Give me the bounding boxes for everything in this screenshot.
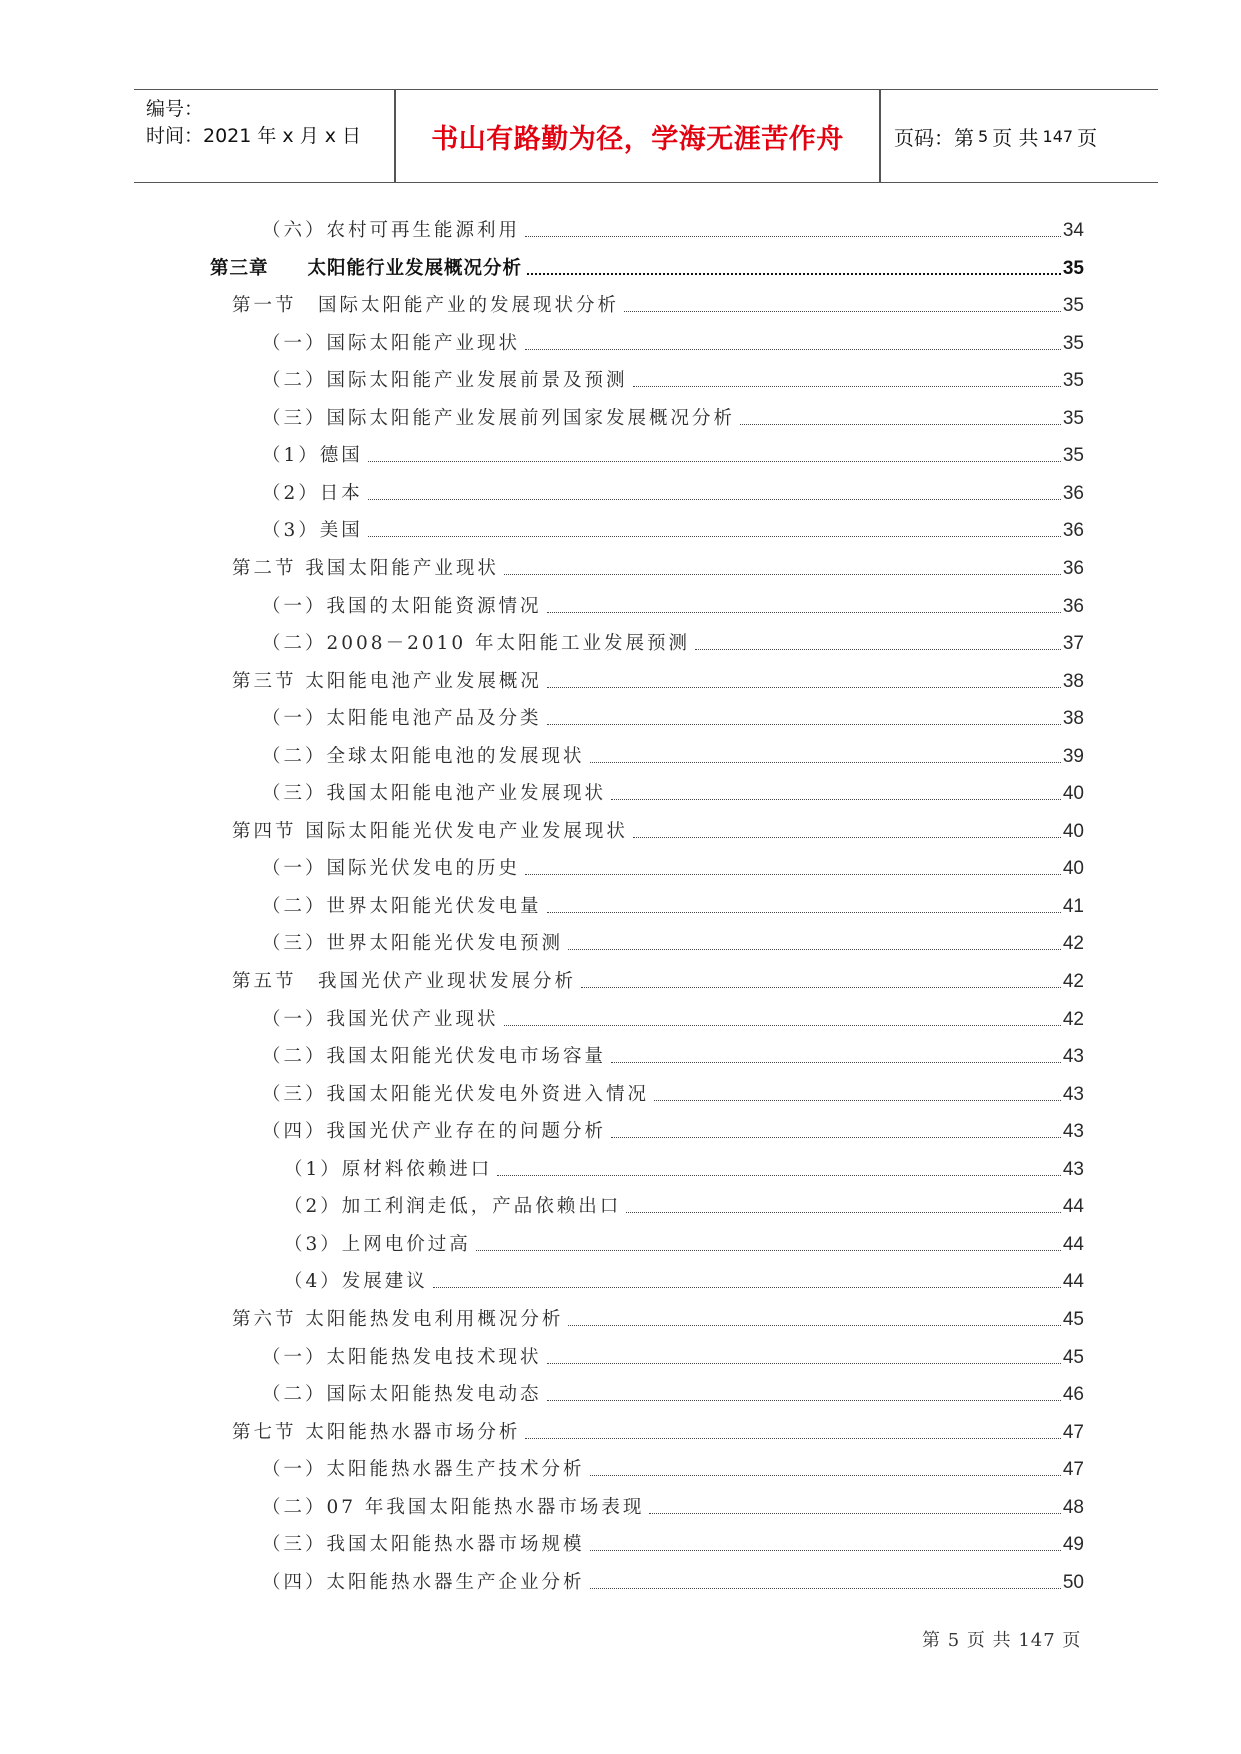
toc-entry-label: （二）全球太阳能电池的发展现状 xyxy=(262,746,585,767)
toc-entry-page: 36 xyxy=(1062,596,1084,617)
toc-leader-dots xyxy=(611,1061,1061,1063)
toc-entry-label: （三）我国太阳能热水器市场规模 xyxy=(262,1534,585,1555)
toc-entry-label: （四）我国光伏产业存在的问题分析 xyxy=(262,1121,607,1142)
page-prefix: 页码：第 xyxy=(894,125,974,150)
toc-entry-label: （四）太阳能热水器生产企业分析 xyxy=(262,1572,585,1593)
toc-entry[interactable] xyxy=(262,366,1084,392)
toc-entry-label: （一）我国光伏产业现状 xyxy=(262,1009,499,1030)
toc-entry[interactable] xyxy=(262,742,1084,768)
toc-entry[interactable] xyxy=(284,1230,1084,1256)
toc-entry-label: （二）我国太阳能光伏发电市场容量 xyxy=(262,1046,607,1067)
toc-leader-dots xyxy=(590,1549,1061,1551)
toc-entry-label: （二）国际太阳能热发电动态 xyxy=(262,1384,542,1405)
toc-entry-page: 47 xyxy=(1062,1422,1084,1443)
time-label: 时间：2021 年 x 月 x 日 xyxy=(146,125,362,147)
toc-entry-label: （一）太阳能热发电技术现状 xyxy=(262,1347,542,1368)
toc-leader-dots xyxy=(525,873,1061,875)
toc-entry[interactable] xyxy=(262,479,1084,505)
toc-entry-label: （1）德国 xyxy=(262,445,363,466)
toc-entry-label: （六）农村可再生能源利用 xyxy=(262,220,521,241)
toc-entry-page: 35 xyxy=(1062,295,1084,316)
toc-entry-label: 第七节 太阳能热水器市场分析 xyxy=(232,1422,521,1443)
toc-entry-page: 42 xyxy=(1062,933,1084,954)
toc-entry-label: （一）国际光伏发电的历史 xyxy=(262,858,521,879)
toc-leader-dots xyxy=(368,535,1061,537)
toc-entry-page: 45 xyxy=(1062,1309,1084,1330)
toc-entry-page: 39 xyxy=(1062,746,1084,767)
toc-entry-label: （三）我国太阳能电池产业发展现状 xyxy=(262,783,607,804)
toc-leader-dots xyxy=(368,460,1061,462)
toc-entry-page: 42 xyxy=(1062,1009,1084,1030)
toc-entry[interactable] xyxy=(262,1117,1084,1143)
toc-leader-dots xyxy=(649,1512,1060,1514)
header-table xyxy=(134,89,1158,183)
toc-entry-page: 35 xyxy=(1062,408,1084,429)
toc-entry-page: 49 xyxy=(1062,1534,1084,1555)
toc-entry[interactable] xyxy=(262,1493,1084,1519)
toc-entry-label: 第二节 我国太阳能产业现状 xyxy=(232,558,499,579)
toc-entry-label: 第六节 太阳能热发电利用概况分析 xyxy=(232,1309,564,1330)
toc-entry[interactable] xyxy=(232,554,1084,580)
toc-entry-label: （二）世界太阳能光伏发电量 xyxy=(262,896,542,917)
toc-entry-label: （三）国际太阳能产业发展前列国家发展概况分析 xyxy=(262,408,736,429)
toc-entry-label: （3）美国 xyxy=(262,520,363,541)
toc-entry[interactable] xyxy=(232,291,1084,317)
toc-entry-page: 43 xyxy=(1062,1159,1084,1180)
toc-leader-dots xyxy=(497,1174,1061,1176)
toc-leader-dots xyxy=(547,1399,1061,1401)
toc-entry-label: （一）太阳能电池产品及分类 xyxy=(262,708,542,729)
toc-entry-page: 46 xyxy=(1062,1384,1084,1405)
toc-leader-dots xyxy=(740,423,1061,425)
toc-leader-dots xyxy=(547,911,1061,913)
page-mid: 页 共 xyxy=(992,125,1039,150)
page-indicator xyxy=(894,90,1097,182)
toc-leader-dots xyxy=(433,1286,1061,1288)
toc-entry-label: （一）我国的太阳能资源情况 xyxy=(262,596,542,617)
toc-entry-page: 36 xyxy=(1062,558,1084,579)
toc-entry-page: 42 xyxy=(1062,971,1084,992)
page-footer: 第 5 页 共 147 页 xyxy=(922,1630,1082,1651)
toc-entry[interactable] xyxy=(232,1305,1084,1331)
toc-entry[interactable] xyxy=(284,1267,1084,1293)
toc-entry-page: 35 xyxy=(1062,370,1084,391)
toc-entry[interactable] xyxy=(232,667,1084,693)
toc-entry-page: 41 xyxy=(1062,896,1084,917)
toc-entry[interactable] xyxy=(262,1042,1084,1068)
toc-entry[interactable] xyxy=(262,629,1084,655)
toc-leader-dots xyxy=(525,1437,1060,1439)
toc-entry-page: 38 xyxy=(1062,708,1084,729)
toc-entry[interactable] xyxy=(262,704,1084,730)
toc-leader-dots xyxy=(624,310,1061,312)
toc-entry[interactable] xyxy=(262,854,1084,880)
toc-leader-dots xyxy=(547,723,1061,725)
toc-entry-label: 第三章 太阳能行业发展概况分析 xyxy=(210,258,523,279)
toc-leader-dots xyxy=(547,611,1061,613)
toc-entry[interactable] xyxy=(262,592,1084,618)
toc-entry[interactable] xyxy=(262,1380,1084,1406)
toc-leader-dots xyxy=(527,272,1061,275)
toc-leader-dots xyxy=(504,1024,1061,1026)
toc-entry-label: 第四节 国际太阳能光伏发电产业发展现状 xyxy=(232,821,628,842)
toc-entry-page: 44 xyxy=(1062,1196,1084,1217)
toc-entry-page: 36 xyxy=(1062,520,1084,541)
toc-entry-label: （二）2008－2010 年太阳能工业发展预测 xyxy=(262,633,691,654)
toc-entry[interactable] xyxy=(262,404,1084,430)
toc-entry-label: （2）加工利润走低，产品依赖出口 xyxy=(284,1196,622,1217)
toc-leader-dots xyxy=(590,761,1061,763)
toc-leader-dots xyxy=(654,1099,1061,1101)
toc-entry-label: （1）原材料依赖进口 xyxy=(284,1159,493,1180)
toc-entry-page: 36 xyxy=(1062,483,1084,504)
toc-leader-dots xyxy=(611,798,1061,800)
toc-entry[interactable] xyxy=(262,1568,1084,1594)
toc-entry[interactable] xyxy=(262,216,1084,242)
toc-entry-page: 40 xyxy=(1062,783,1084,804)
toc-entry[interactable] xyxy=(262,1530,1084,1556)
number-label: 编号： xyxy=(146,98,204,120)
toc-leader-dots xyxy=(590,1587,1061,1589)
toc-entry-label: 第三节 太阳能电池产业发展概况 xyxy=(232,671,542,692)
toc-entry-page: 35 xyxy=(1062,445,1084,466)
toc-entry-label: （3）上网电价过高 xyxy=(284,1234,471,1255)
toc-entry[interactable] xyxy=(232,967,1084,993)
toc-leader-dots xyxy=(547,1362,1061,1364)
toc-entry-page: 43 xyxy=(1062,1084,1084,1105)
toc-entry-page: 50 xyxy=(1062,1572,1084,1593)
toc-entry[interactable] xyxy=(262,779,1084,805)
toc-leader-dots xyxy=(568,948,1061,950)
toc-entry[interactable] xyxy=(262,1343,1084,1369)
toc-leader-dots xyxy=(525,348,1061,350)
toc-entry-page: 44 xyxy=(1062,1271,1084,1292)
toc-entry[interactable] xyxy=(262,929,1084,955)
toc-entry[interactable] xyxy=(262,516,1084,542)
toc-entry-label: 第一节 国际太阳能产业的发展现状分析 xyxy=(232,295,620,316)
toc-entry-label: （4）发展建议 xyxy=(284,1271,428,1292)
toc-leader-dots xyxy=(611,1136,1061,1138)
toc-entry-page: 38 xyxy=(1062,671,1084,692)
toc-leader-dots xyxy=(633,836,1061,838)
toc-entry[interactable] xyxy=(262,329,1084,355)
toc-entry-page: 37 xyxy=(1062,633,1084,654)
toc-leader-dots xyxy=(695,648,1061,650)
toc-leader-dots xyxy=(525,235,1061,237)
toc-entry-label: （三）我国太阳能光伏发电外资进入情况 xyxy=(262,1084,650,1105)
toc-entry-page: 47 xyxy=(1062,1459,1084,1480)
toc-entry-label: （2）日本 xyxy=(262,483,363,504)
toc-entry-page: 35 xyxy=(1062,258,1084,279)
toc-leader-dots xyxy=(568,1324,1060,1326)
toc-entry[interactable] xyxy=(284,1192,1084,1218)
motto: 书山有路勤为径，学海无涯苦作舟 xyxy=(431,123,844,155)
toc-entry[interactable] xyxy=(262,1005,1084,1031)
toc-entry-page: 43 xyxy=(1062,1121,1084,1142)
toc-leader-dots xyxy=(626,1211,1061,1213)
toc-entry[interactable] xyxy=(262,1455,1084,1481)
toc-leader-dots xyxy=(633,385,1061,387)
toc-entry-label: （二）国际太阳能产业发展前景及预测 xyxy=(262,370,628,391)
toc-entry-label: （一）国际太阳能产业现状 xyxy=(262,333,521,354)
toc-entry-page: 44 xyxy=(1062,1234,1084,1255)
toc-entry[interactable] xyxy=(262,1080,1084,1106)
toc-leader-dots xyxy=(368,498,1061,500)
toc-entry[interactable] xyxy=(262,892,1084,918)
toc-leader-dots xyxy=(547,686,1061,688)
toc-entry-page: 43 xyxy=(1062,1046,1084,1067)
toc-entry-page: 48 xyxy=(1062,1497,1084,1518)
page-total: 147 xyxy=(1042,126,1074,146)
toc-entry-label: （二）07 年我国太阳能热水器市场表现 xyxy=(262,1497,645,1518)
toc-entry-page: 35 xyxy=(1062,333,1084,354)
toc-leader-dots xyxy=(581,986,1061,988)
toc-entry-label: （一）太阳能热水器生产技术分析 xyxy=(262,1459,585,1480)
toc-entry[interactable] xyxy=(284,1155,1084,1181)
toc-entry-label: （三）世界太阳能光伏发电预测 xyxy=(262,933,564,954)
toc-entry-page: 40 xyxy=(1062,821,1084,842)
toc-leader-dots xyxy=(590,1474,1061,1476)
header-divider xyxy=(879,90,881,182)
toc-entry[interactable] xyxy=(262,441,1084,467)
page-number: 5 xyxy=(978,126,989,146)
toc-entry-page: 45 xyxy=(1062,1347,1084,1368)
toc-entry[interactable] xyxy=(232,817,1084,843)
toc-chapter-entry[interactable] xyxy=(210,254,1084,280)
toc-leader-dots xyxy=(476,1249,1061,1251)
toc-entry-page: 34 xyxy=(1062,220,1084,241)
page-suffix: 页 xyxy=(1077,125,1098,150)
toc-entry-page: 40 xyxy=(1062,858,1084,879)
header-info xyxy=(146,96,361,150)
toc-entry-label: 第五节 我国光伏产业现状发展分析 xyxy=(232,971,577,992)
toc-leader-dots xyxy=(504,573,1061,575)
toc-entry[interactable] xyxy=(232,1418,1084,1444)
